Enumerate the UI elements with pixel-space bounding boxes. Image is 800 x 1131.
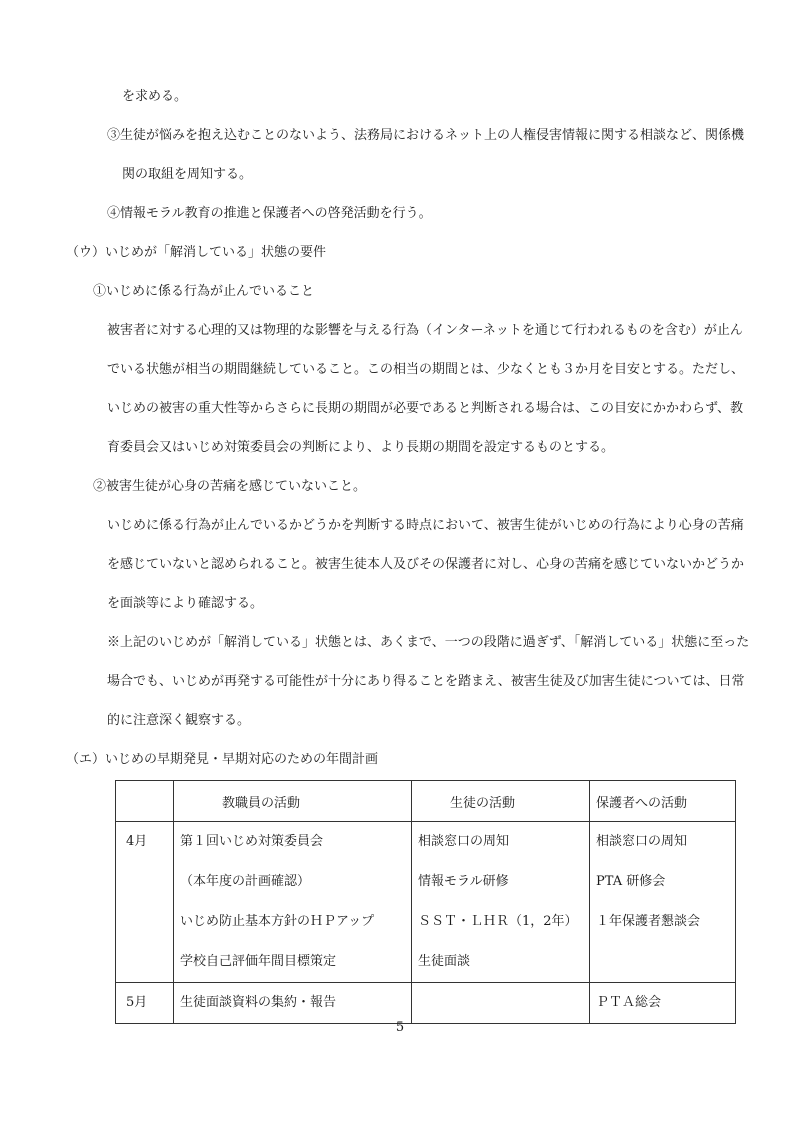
table-row	[116, 983, 736, 1024]
page-number: 5	[395, 1020, 405, 1035]
note-line: 場合でも、いじめが再発する可能性が十分にあり得ることを踏まえ、被害生徒及び加害生徒については、日常	[107, 674, 745, 689]
activity-item: 相談窓口の周知	[418, 834, 510, 849]
activity-item: 情報モラル研修	[418, 874, 509, 889]
header-cell-students: 生徒の活動	[412, 781, 590, 822]
activity-item: 生徒面談	[418, 954, 471, 969]
text-line: を面談等により確認する。	[107, 596, 264, 611]
month-label: 5月	[126, 995, 148, 1010]
header-cell-staff: 教職員の活動	[174, 781, 412, 822]
note-line: 的に注意深く観察する。	[107, 713, 251, 728]
text-line: ③生徒が悩みを抱え込むことのないよう、法務局におけるネット上の人権侵害情報に関する相談など、関係機	[107, 128, 745, 143]
staff-activity-cell	[174, 822, 412, 983]
section-heading: （ウ）いじめが「解消している」状態の要件	[66, 245, 327, 260]
activity-item: 第１回いじめ対策委員会	[180, 834, 324, 849]
activity-item: 学校自己評価年間目標策定	[180, 954, 337, 969]
section-heading: （エ）いじめの早期発見・早期対応のための年間計画	[66, 752, 379, 767]
activity-item: １年保護者懇談会	[596, 914, 701, 929]
text-line: いじめに係る行為が止んでいるかどうかを判断する時点において、被害生徒がいじめの行為により心身の苦痛	[107, 518, 744, 533]
student-activity-cell	[412, 983, 590, 1024]
activity-item: 生徒面談資料の集約・報告	[180, 995, 337, 1010]
month-label: 4月	[126, 834, 148, 849]
text-line: 関の取組を周知する。	[122, 167, 253, 182]
table-header-row	[116, 781, 736, 822]
activity-item: いじめ防止基本方針のＨＰアップ	[180, 914, 375, 929]
subsection-heading: ①いじめに係る行為が止んでいること	[93, 284, 315, 299]
guardian-activity-cell	[590, 822, 736, 983]
text-line: 被害者に対する心理的又は物理的な影響を与える行為（インターネットを通じて行われるものを含む）が止ん	[107, 323, 743, 338]
table-row	[116, 822, 736, 983]
staff-activity-cell	[174, 983, 412, 1024]
month-cell	[116, 822, 174, 983]
activity-item: ＳＳＴ・ＬＨＲ（1，2年）	[418, 914, 578, 929]
text-line: を求める。	[122, 89, 188, 104]
text-line: ④情報モラル教育の推進と保護者への啓発活動を行う。	[107, 206, 432, 221]
header-cell-month	[116, 781, 174, 822]
text-line: いじめの被害の重大性等からさらに長期の期間が必要であると判断される場合は、この目安にかかわらず、教	[107, 401, 743, 416]
student-activity-cell	[412, 822, 590, 983]
guardian-activity-cell	[590, 983, 736, 1024]
text-line: を感じていないと認められること。被害生徒本人及びその保護者に対し、心身の苦痛を感じていないかどうか	[107, 557, 745, 572]
annual-plan-table	[115, 780, 736, 1024]
text-line: 育委員会又はいじめ対策委員会の判断により、より長期の期間を設定するものとする。	[107, 440, 615, 455]
activity-item: PTA 研修会	[596, 874, 666, 889]
note-line: ※上記のいじめが「解消している」状態とは、あくまで、一つの段階に過ぎず、「解消している」状態に至った	[107, 635, 750, 650]
activity-item: （本年度の計画確認）	[180, 874, 311, 889]
text-line: でいる状態が相当の期間継続していること。この相当の期間とは、少なくとも３か月を目安とする。ただし、	[107, 362, 745, 377]
month-cell	[116, 983, 174, 1024]
activity-item: ＰＴＡ総会	[596, 995, 662, 1010]
header-cell-guardians: 保護者への活動	[590, 781, 736, 822]
activity-item: 相談窓口の周知	[596, 834, 688, 849]
subsection-heading: ②被害生徒が心身の苦痛を感じていないこと。	[93, 479, 367, 494]
